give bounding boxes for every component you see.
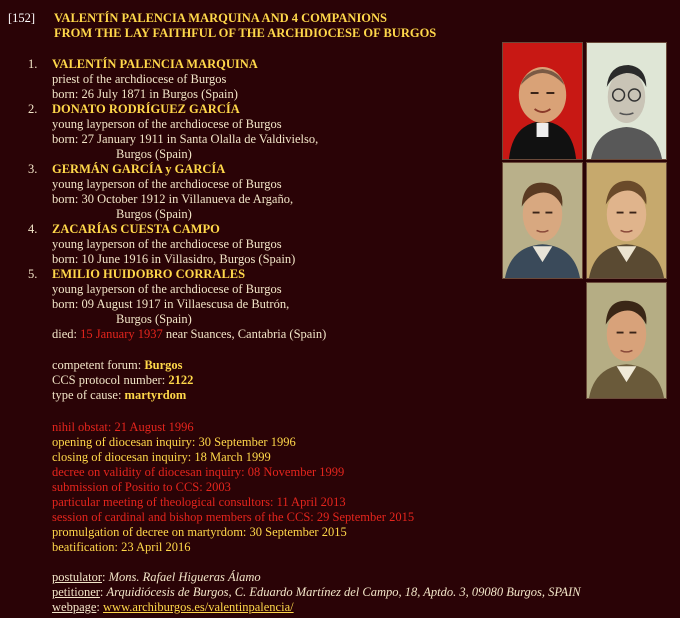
portrait-german-garcia-y-garcia xyxy=(502,162,583,279)
protocol-value: 2122 xyxy=(168,373,194,387)
timeline-entry: nihil obstat: 21 August 1996 xyxy=(52,420,194,434)
timeline-entry: promulgation of decree on martyrdom: 30 September 2015 xyxy=(52,525,347,539)
protocol-line xyxy=(52,373,472,388)
timeline-entry: particular meeting of theological consultors: 11 April 2013 xyxy=(52,495,346,509)
portrait-donato-rodriguez-garcia xyxy=(586,42,667,160)
postulator-line: postulator: Mons. Rafael Higueras Álamo xyxy=(52,570,261,584)
petitioner-line: petitioner: Arquidiócesis de Burgos, C. Eduardo Martínez del Campo, 18, Aptdo. 3, 09080 Burgos, SPAIN xyxy=(52,585,581,599)
postulator-value: Mons. Rafael Higueras Álamo xyxy=(108,570,261,584)
martyr-entry xyxy=(28,102,468,162)
cause-header xyxy=(8,11,668,41)
martyr-number: 1. xyxy=(28,57,38,71)
martyr-birth: born: 09 August 1917 in Villaescusa de Butrón, xyxy=(52,297,290,311)
webpage-label: webpage xyxy=(52,600,97,614)
death-place: near Suances, Cantabria (Spain) xyxy=(165,327,327,341)
martyr-birth: born: 30 October 1912 in Villanueva de Argaño, xyxy=(52,192,294,206)
martyr-birth: born: 10 June 1916 in Villasidro, Burgos (Spain) xyxy=(52,252,296,266)
forum-label: competent forum: xyxy=(52,358,142,372)
martyr-birth-place: Burgos (Spain) xyxy=(116,207,192,221)
martyr-birth-place: Burgos (Spain) xyxy=(116,147,192,161)
header-row-2 xyxy=(8,26,668,41)
martyr-number: 2. xyxy=(28,102,38,116)
cause-title-line-1: VALENTÍN PALENCIA MARQUINA AND 4 COMPANIONS xyxy=(54,11,388,25)
martyr-entry xyxy=(28,162,468,222)
martyr-name: ZACARÍAS CUESTA CAMPO xyxy=(52,222,220,236)
cause-footer xyxy=(52,570,672,615)
timeline-entry: submission of Positio to CCS: 2003 xyxy=(52,480,231,494)
martyr-role: young layperson of the archdiocese of Burgos xyxy=(52,237,282,251)
webpage-link[interactable]: www.archiburgos.es/valentinpalencia/ xyxy=(103,600,294,614)
martyr-role: priest of the archdiocese of Burgos xyxy=(52,72,227,86)
timeline-entry: decree on validity of diocesan inquiry: 08 November 1999 xyxy=(52,465,345,479)
petitioner-label: petitioner xyxy=(52,585,100,599)
martyr-name: VALENTÍN PALENCIA MARQUINA xyxy=(52,57,258,71)
cause-type-label: type of cause: xyxy=(52,388,122,402)
death-date: 15 January 1937 xyxy=(80,327,163,341)
forum-line xyxy=(52,358,472,373)
martyr-birth: born: 27 January 1911 in Santa Olalla de Valdivielso, xyxy=(52,132,319,146)
portrait-valentin-palencia-marquina xyxy=(502,42,583,160)
cause-title-line-2: FROM THE LAY FAITHFUL OF THE ARCHDIOCESE OF BURGOS xyxy=(54,26,437,40)
timeline-entry: beatification: 23 April 2016 xyxy=(52,540,191,554)
martyr-role: young layperson of the archdiocese of Burgos xyxy=(52,177,282,191)
martyr-role: young layperson of the archdiocese of Burgos xyxy=(52,282,282,296)
martyr-name: EMILIO HUIDOBRO CORRALES xyxy=(52,267,246,281)
postulator-label: postulator xyxy=(52,570,102,584)
death-line xyxy=(28,327,468,342)
cause-type-value: martyrdom xyxy=(124,388,187,402)
timeline-entry: opening of diocesan inquiry: 30 September 1996 xyxy=(52,435,296,449)
martyr-birth-place: Burgos (Spain) xyxy=(116,312,192,326)
webpage-line: webpage: www.archiburgos.es/valentinpalencia/ xyxy=(52,600,294,614)
cause-number: [152] xyxy=(8,11,36,25)
martyr-entry xyxy=(28,222,468,267)
martyr-entry xyxy=(28,57,468,102)
petitioner-value: Arquidiócesis de Burgos, C. Eduardo Martínez del Campo, 18, Aptdo. 3, 09080 Burgos, SPAIN xyxy=(106,585,581,599)
death-label: died: xyxy=(52,327,77,341)
martyr-number: 5. xyxy=(28,267,38,281)
martyr-number: 3. xyxy=(28,162,38,176)
portrait-emilio-huidobro-corrales xyxy=(586,282,667,399)
portrait-zacarias-cuesta-campo xyxy=(586,162,667,279)
timeline-entry: closing of diocesan inquiry: 18 March 1999 xyxy=(52,450,271,464)
martyr-name: GERMÁN GARCÍA y GARCÍA xyxy=(52,162,226,176)
cause-info xyxy=(52,358,472,403)
timeline-entry: session of cardinal and bishop members of the CCS: 29 September 2015 xyxy=(52,510,415,524)
forum-value: Burgos xyxy=(144,358,183,372)
protocol-label: CCS protocol number: xyxy=(52,373,166,387)
martyr-entry xyxy=(28,267,468,342)
header-row-1 xyxy=(8,11,668,26)
cause-type-line xyxy=(52,388,472,403)
martyr-list xyxy=(28,57,468,342)
martyr-role: young layperson of the archdiocese of Burgos xyxy=(52,117,282,131)
cause-timeline xyxy=(52,420,492,555)
martyr-name: DONATO RODRÍGUEZ GARCÍA xyxy=(52,102,240,116)
martyr-number: 4. xyxy=(28,222,38,236)
martyr-birth: born: 26 July 1871 in Burgos (Spain) xyxy=(52,87,238,101)
